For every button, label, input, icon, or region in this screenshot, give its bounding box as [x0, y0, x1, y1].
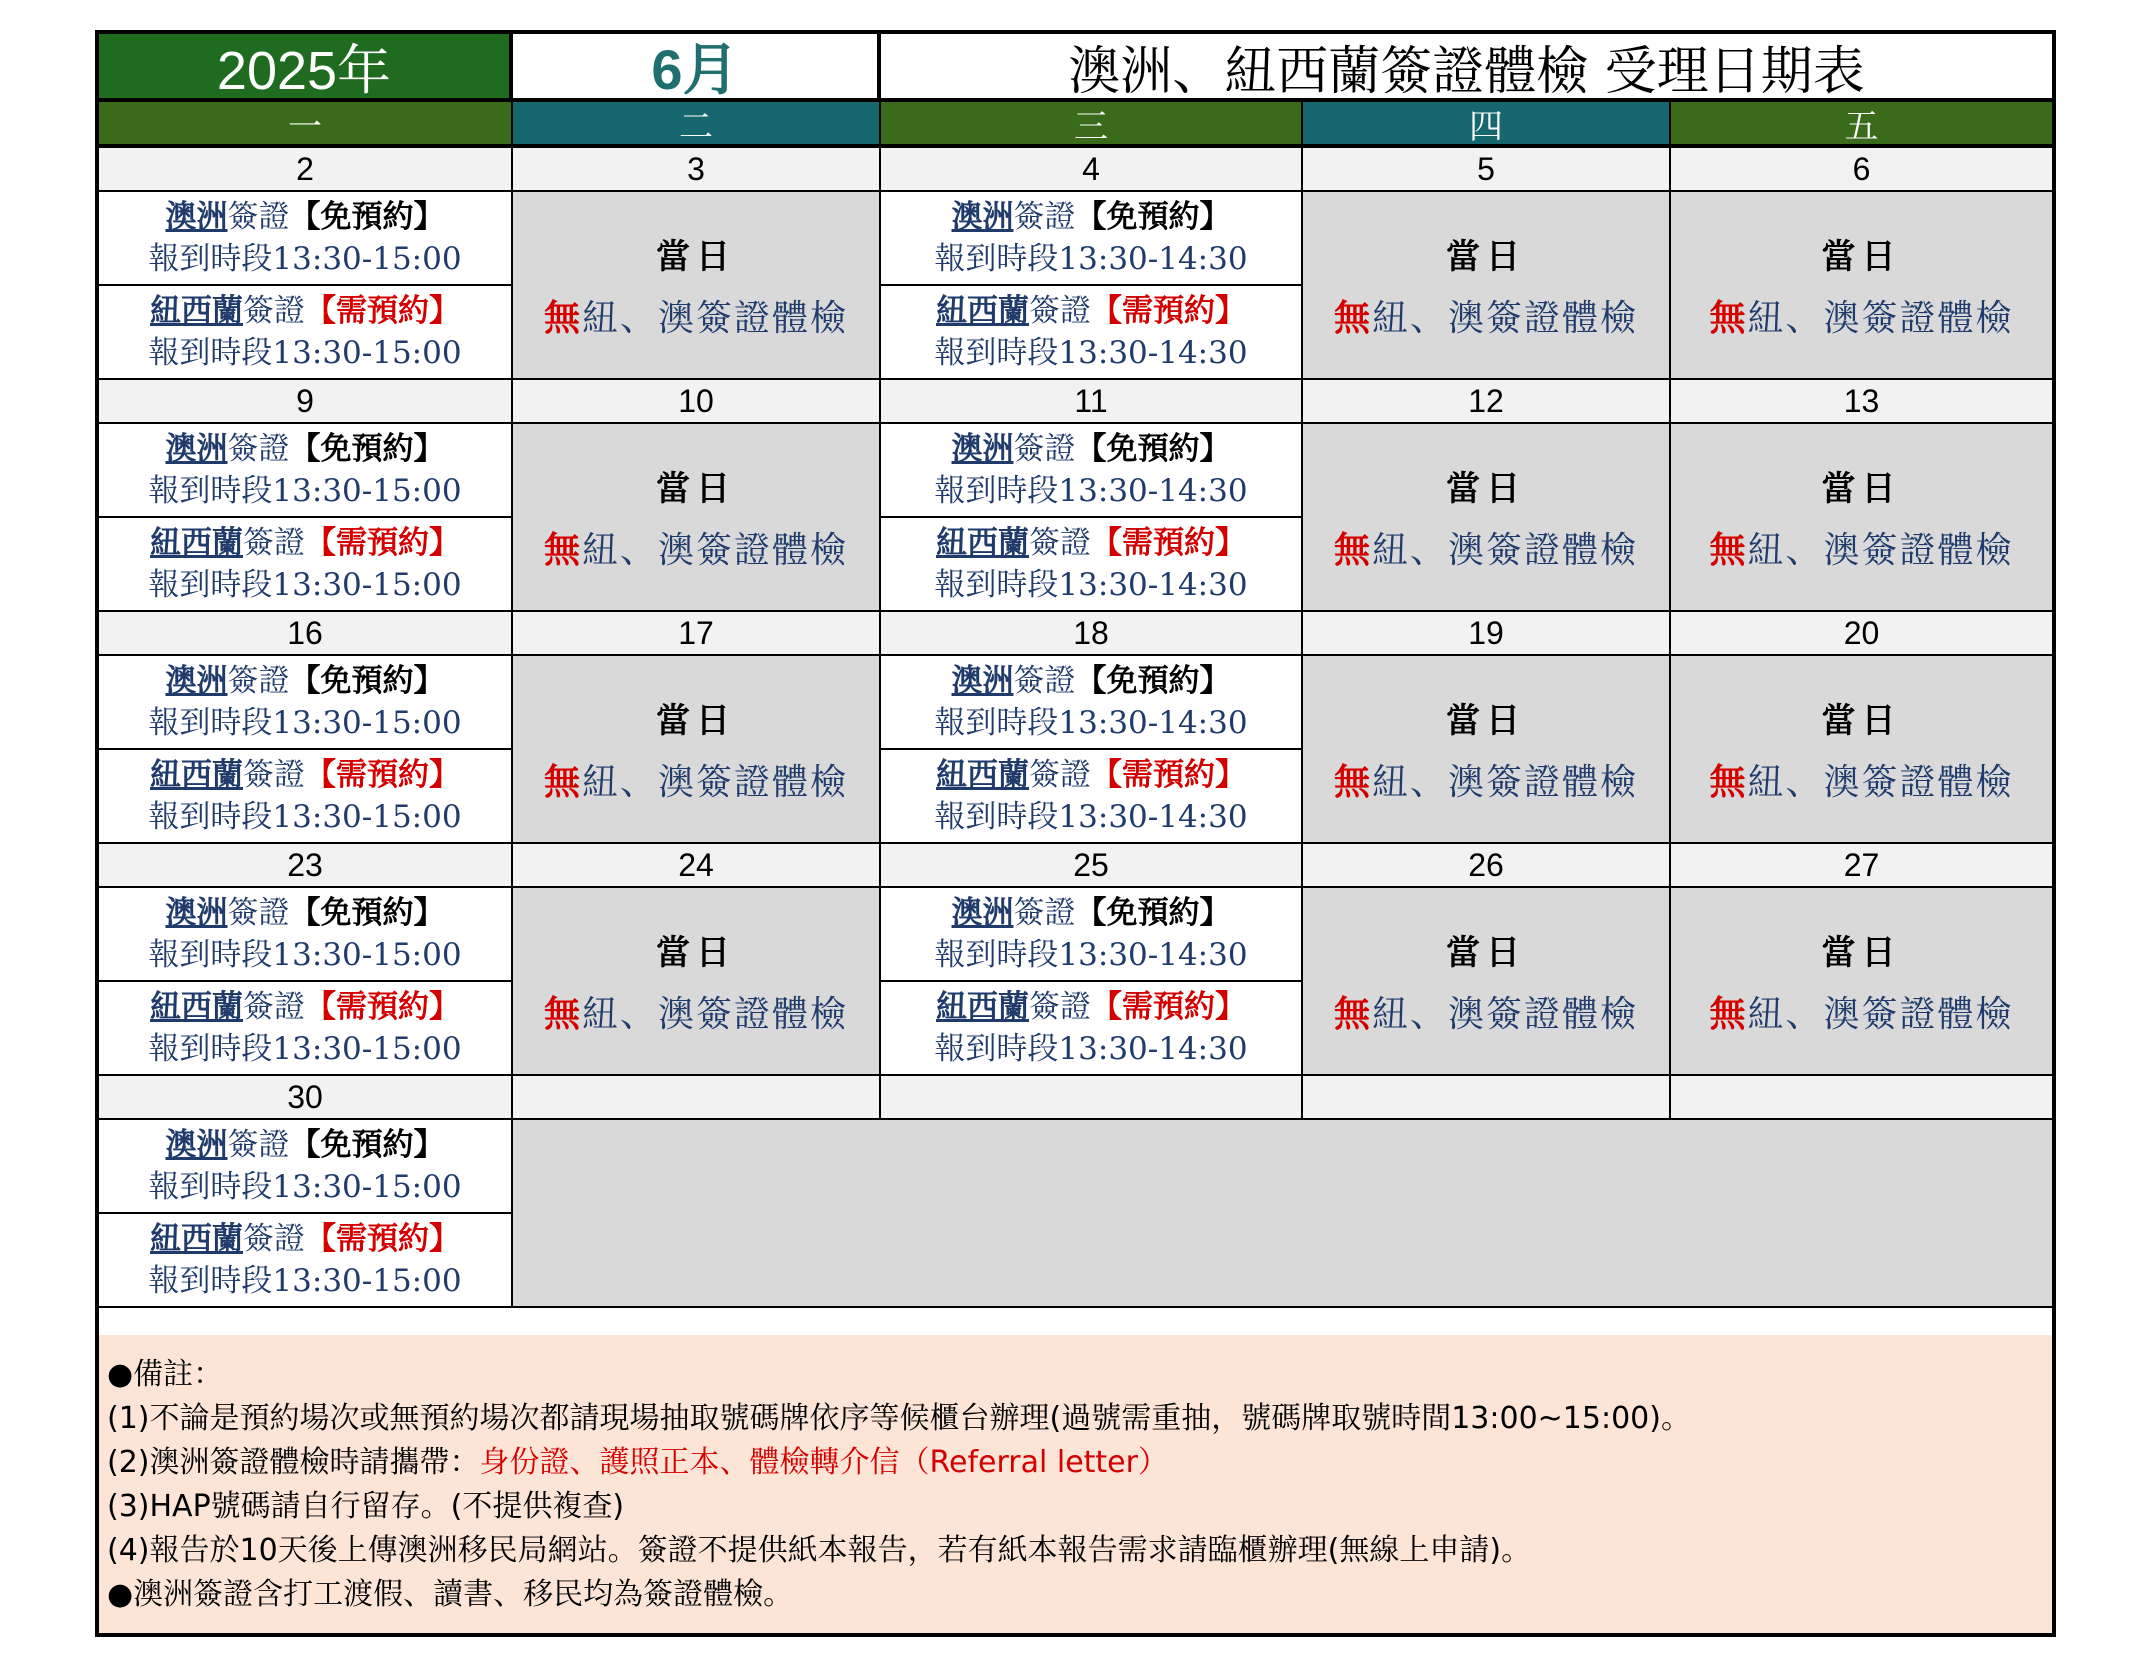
country-new-zealand: 紐西蘭: [936, 293, 1029, 329]
australia-visa-slot: [99, 192, 511, 286]
country-australia: 澳洲: [165, 199, 228, 235]
day-content-cell: [99, 888, 513, 1076]
note-5: ●澳洲簽證含打工渡假、讀書、移民均為簽證體檢。: [107, 1577, 794, 1612]
australia-visa-line: [952, 660, 1231, 702]
exam-types: 紐、澳簽證體檢: [1747, 530, 2014, 571]
day-content-cell: [99, 192, 513, 380]
appointment-required-tag: 【需預約】: [1091, 989, 1246, 1025]
new-zealand-visa-slot: [881, 982, 1301, 1074]
new-zealand-visa-slot: [881, 518, 1301, 610]
exam-types: 紐、澳簽證體檢: [1747, 994, 2014, 1035]
date-cell: 18: [881, 612, 1303, 656]
same-day-label: 當日: [656, 237, 736, 277]
date-cell: 12: [1303, 380, 1671, 424]
country-new-zealand: 紐西蘭: [150, 525, 243, 561]
appointment-required-tag: 【需預約】: [305, 757, 460, 793]
date-cell: 17: [513, 612, 881, 656]
day-content-cell: [1303, 424, 1671, 612]
appointment-required-tag: 【需預約】: [1091, 525, 1246, 561]
new-zealand-visa-line: [150, 290, 460, 332]
day-content-cell: [513, 656, 881, 844]
no-exam-notice: [1303, 656, 1669, 842]
visa-word: 簽證: [227, 1127, 290, 1163]
day-content-cell: [881, 424, 1303, 612]
weekday-header: 一: [99, 102, 513, 148]
same-day-label: 當日: [656, 469, 736, 509]
checkin-time: 13:30-14:30: [1058, 937, 1248, 973]
australia-visa-slot: [881, 424, 1301, 518]
checkin-period: [934, 702, 1247, 744]
exam-types: 紐、澳簽證體檢: [582, 298, 849, 339]
checkin-label: 報到時段: [934, 567, 1059, 603]
checkin-time: 13:30-15:00: [272, 705, 462, 741]
note-3: (3)HAP號碼請自行留存。(不提供複查): [107, 1489, 625, 1524]
new-zealand-visa-slot: [99, 982, 511, 1074]
checkin-time: 13:30-15:00: [272, 799, 462, 835]
exam-types: 紐、澳簽證體檢: [582, 530, 849, 571]
no-word: 無: [543, 761, 582, 803]
checkin-period: [934, 238, 1247, 280]
date-cell: [881, 1076, 1303, 1120]
checkin-period: [934, 332, 1247, 374]
country-australia: 澳洲: [165, 431, 228, 467]
no-exam-notice: [1671, 656, 2052, 842]
no-word: 無: [543, 529, 582, 571]
checkin-time: 13:30-15:00: [272, 241, 462, 277]
date-cell: [513, 1076, 881, 1120]
checkin-period: [148, 934, 461, 976]
day-content-cell: [513, 424, 881, 612]
new-zealand-visa-slot: [881, 286, 1301, 378]
exam-types: 紐、澳簽證體檢: [1372, 298, 1639, 339]
checkin-time: 13:30-15:00: [272, 335, 462, 371]
checkin-time: 13:30-15:00: [272, 1169, 462, 1205]
no-exam-text: [1334, 754, 1638, 805]
no-word: 無: [1709, 993, 1748, 1035]
note-2: [107, 1441, 2040, 1485]
no-exam-notice: [513, 424, 879, 610]
australia-visa-slot: [881, 888, 1301, 982]
exam-types: 紐、澳簽證體檢: [582, 994, 849, 1035]
checkin-label: 報到時段: [934, 705, 1059, 741]
notes-heading: ●備註：: [107, 1357, 224, 1392]
new-zealand-visa-line: [150, 754, 460, 796]
date-cell: 2: [99, 148, 513, 192]
checkin-period: [148, 1166, 461, 1208]
date-cell: 10: [513, 380, 881, 424]
day-content-cell: [1671, 888, 2052, 1076]
checkin-period: [148, 564, 461, 606]
australia-visa-line: [952, 428, 1231, 470]
no-word: 無: [543, 297, 582, 339]
new-zealand-visa-line: [150, 522, 460, 564]
visa-word: 簽證: [1013, 199, 1076, 235]
exam-types: 紐、澳簽證體檢: [1372, 530, 1639, 571]
walk-in-tag: 【免預約】: [289, 895, 445, 931]
date-cell: 5: [1303, 148, 1671, 192]
checkin-time: 13:30-14:30: [1058, 799, 1248, 835]
weekday-header: 二: [513, 102, 881, 148]
visa-word: 簽證: [243, 757, 305, 793]
no-exam-text: [1334, 522, 1638, 573]
no-word: 無: [1709, 529, 1748, 571]
australia-visa-line: [166, 660, 445, 702]
date-cell: 26: [1303, 844, 1671, 888]
appointment-required-tag: 【需預約】: [305, 293, 460, 329]
no-exam-text: [1709, 522, 2013, 573]
country-australia: 澳洲: [951, 199, 1014, 235]
same-day-label: 當日: [1821, 933, 1902, 973]
appointment-required-tag: 【需預約】: [305, 525, 460, 561]
month-label: 6月: [513, 34, 881, 102]
date-cell: [1303, 1076, 1671, 1120]
day-content-cell: [1303, 192, 1671, 380]
date-cell: 13: [1671, 380, 2052, 424]
date-cell: 25: [881, 844, 1303, 888]
exam-types: 紐、澳簽證體檢: [582, 762, 849, 803]
australia-visa-line: [166, 1124, 445, 1166]
day-content-cell: [881, 656, 1303, 844]
weekday-header: 三: [881, 102, 1303, 148]
same-day-label: 當日: [1821, 701, 1902, 741]
no-exam-notice: [1303, 192, 1669, 378]
appointment-required-tag: 【需預約】: [305, 989, 460, 1025]
day-content-cell: [99, 424, 513, 612]
visa-word: 簽證: [227, 895, 290, 931]
same-day-label: 當日: [1821, 469, 1902, 509]
checkin-label: 報到時段: [934, 473, 1059, 509]
date-cell: 24: [513, 844, 881, 888]
checkin-period: [934, 796, 1247, 838]
date-cell: 6: [1671, 148, 2052, 192]
no-exam-notice: [1671, 424, 2052, 610]
visa-word: 簽證: [1013, 431, 1076, 467]
day-content-cell: [1671, 192, 2052, 380]
no-word: 無: [1333, 761, 1372, 803]
country-australia: 澳洲: [951, 895, 1014, 931]
walk-in-tag: 【免預約】: [289, 663, 445, 699]
checkin-label: 報到時段: [148, 937, 273, 973]
day-content-cell: [513, 192, 881, 380]
no-exam-notice: [1303, 888, 1669, 1074]
date-cell: [1671, 1076, 2052, 1120]
date-cell: 23: [99, 844, 513, 888]
checkin-time: 13:30-14:30: [1058, 335, 1248, 371]
no-exam-text: [1709, 986, 2013, 1037]
date-cell: 30: [99, 1076, 513, 1120]
checkin-period: [148, 702, 461, 744]
checkin-label: 報到時段: [148, 473, 273, 509]
date-cell: 20: [1671, 612, 2052, 656]
country-new-zealand: 紐西蘭: [150, 293, 243, 329]
checkin-time: 13:30-15:00: [272, 1263, 462, 1299]
checkin-time: 13:30-15:00: [272, 1031, 462, 1067]
date-cell: 4: [881, 148, 1303, 192]
date-cell: 16: [99, 612, 513, 656]
day-content-cell: [99, 656, 513, 844]
appointment-required-tag: 【需預約】: [305, 1221, 460, 1257]
no-exam-notice: [1671, 192, 2052, 378]
checkin-period: [934, 934, 1247, 976]
checkin-period: [148, 1028, 461, 1070]
note-2-documents: 身份證、護照正本、體檢轉介信（Referral letter）: [479, 1445, 1168, 1480]
visa-word: 簽證: [243, 293, 305, 329]
australia-visa-slot: [99, 656, 511, 750]
day-content-cell: [99, 1120, 513, 1308]
visa-word: 簽證: [243, 525, 305, 561]
checkin-period: [148, 470, 461, 512]
country-new-zealand: 紐西蘭: [150, 989, 243, 1025]
new-zealand-visa-line: [936, 986, 1246, 1028]
appointment-required-tag: 【需預約】: [1091, 293, 1246, 329]
year-label: 2025年: [99, 34, 513, 102]
new-zealand-visa-slot: [881, 750, 1301, 842]
country-australia: 澳洲: [165, 663, 228, 699]
checkin-label: 報到時段: [148, 567, 273, 603]
australia-visa-slot: [881, 192, 1301, 286]
checkin-period: [148, 1260, 461, 1302]
no-exam-text: [544, 522, 848, 573]
checkin-period: [148, 238, 461, 280]
day-content-cell: [513, 888, 881, 1076]
country-australia: 澳洲: [165, 895, 228, 931]
empty-cell: [513, 1120, 2052, 1308]
checkin-label: 報到時段: [148, 1031, 273, 1067]
walk-in-tag: 【免預約】: [289, 199, 445, 235]
day-content-cell: [1671, 656, 2052, 844]
checkin-time: 13:30-14:30: [1058, 705, 1248, 741]
exam-types: 紐、澳簽證體檢: [1747, 298, 2014, 339]
weekday-header: 五: [1671, 102, 2052, 148]
same-day-label: 當日: [1446, 701, 1526, 741]
no-exam-notice: [513, 192, 879, 378]
no-word: 無: [1333, 297, 1372, 339]
visa-word: 簽證: [1029, 293, 1091, 329]
checkin-label: 報到時段: [148, 799, 273, 835]
australia-visa-line: [166, 428, 445, 470]
new-zealand-visa-slot: [99, 1214, 511, 1306]
australia-visa-line: [166, 892, 445, 934]
no-word: 無: [543, 993, 582, 1035]
checkin-label: 報到時段: [934, 241, 1059, 277]
no-exam-text: [544, 290, 848, 341]
same-day-label: 當日: [656, 933, 736, 973]
exam-types: 紐、澳簽證體檢: [1372, 994, 1639, 1035]
day-content-cell: [1303, 888, 1671, 1076]
walk-in-tag: 【免預約】: [1075, 895, 1231, 931]
country-new-zealand: 紐西蘭: [150, 757, 243, 793]
no-exam-text: [544, 986, 848, 1037]
visa-word: 簽證: [1013, 895, 1076, 931]
checkin-label: 報到時段: [148, 335, 273, 371]
walk-in-tag: 【免預約】: [289, 1127, 445, 1163]
same-day-label: 當日: [656, 701, 736, 741]
walk-in-tag: 【免預約】: [1075, 431, 1231, 467]
checkin-period: [148, 796, 461, 838]
new-zealand-visa-slot: [99, 518, 511, 610]
checkin-time: 13:30-14:30: [1058, 241, 1248, 277]
note-4: (4)報告於10天後上傳澳洲移民局網站。簽證不提供紙本報告，若有紙本報告需求請臨櫃辦理(無線上申請)。: [107, 1533, 1532, 1568]
appointment-required-tag: 【需預約】: [1091, 757, 1246, 793]
australia-visa-line: [166, 196, 445, 238]
visa-word: 簽證: [243, 989, 305, 1025]
new-zealand-visa-line: [150, 1218, 460, 1260]
no-exam-text: [1334, 986, 1638, 1037]
visa-word: 簽證: [1013, 663, 1076, 699]
checkin-period: [934, 564, 1247, 606]
new-zealand-visa-line: [936, 522, 1246, 564]
visa-word: 簽證: [243, 1221, 305, 1257]
visa-word: 簽證: [227, 663, 290, 699]
date-cell: 3: [513, 148, 881, 192]
checkin-label: 報到時段: [934, 799, 1059, 835]
checkin-label: 報到時段: [148, 1169, 273, 1205]
australia-visa-slot: [881, 656, 1301, 750]
australia-visa-line: [952, 196, 1231, 238]
no-exam-notice: [513, 656, 879, 842]
australia-visa-slot: [99, 424, 511, 518]
page-title: 澳洲、紐西蘭簽證體檢 受理日期表: [881, 34, 2052, 102]
visa-word: 簽證: [1029, 989, 1091, 1025]
no-exam-text: [544, 754, 848, 805]
no-word: 無: [1333, 993, 1372, 1035]
checkin-period: [934, 1028, 1247, 1070]
date-cell: 19: [1303, 612, 1671, 656]
date-cell: 9: [99, 380, 513, 424]
checkin-time: 13:30-15:00: [272, 473, 462, 509]
visa-word: 簽證: [1029, 525, 1091, 561]
same-day-label: 當日: [1821, 237, 1902, 277]
day-content-cell: [881, 888, 1303, 1076]
no-exam-text: [1709, 754, 2013, 805]
no-exam-notice: [1303, 424, 1669, 610]
checkin-period: [934, 470, 1247, 512]
country-australia: 澳洲: [951, 663, 1014, 699]
checkin-label: 報到時段: [148, 241, 273, 277]
new-zealand-visa-line: [936, 290, 1246, 332]
no-exam-text: [1709, 290, 2013, 341]
visa-word: 簽證: [227, 431, 290, 467]
visa-word: 簽證: [227, 199, 290, 235]
new-zealand-visa-slot: [99, 750, 511, 842]
day-content-cell: [881, 192, 1303, 380]
country-new-zealand: 紐西蘭: [936, 525, 1029, 561]
notes-section: [99, 1335, 2052, 1633]
country-new-zealand: 紐西蘭: [150, 1221, 243, 1257]
weekday-header: 四: [1303, 102, 1671, 148]
schedule-sheet: [95, 30, 2056, 1637]
note-2-prefix: (2)澳洲簽證體檢時請攜帶：: [107, 1445, 480, 1480]
australia-visa-slot: [99, 888, 511, 982]
date-cell: 11: [881, 380, 1303, 424]
new-zealand-visa-line: [150, 986, 460, 1028]
no-exam-notice: [1671, 888, 2052, 1074]
country-new-zealand: 紐西蘭: [936, 989, 1029, 1025]
checkin-time: 13:30-14:30: [1058, 473, 1248, 509]
visa-word: 簽證: [1029, 757, 1091, 793]
no-word: 無: [1709, 297, 1748, 339]
checkin-time: 13:30-15:00: [272, 567, 462, 603]
checkin-period: [148, 332, 461, 374]
checkin-label: 報到時段: [934, 1031, 1059, 1067]
checkin-time: 13:30-14:30: [1058, 567, 1248, 603]
new-zealand-visa-line: [936, 754, 1246, 796]
day-content-cell: [1671, 424, 2052, 612]
day-content-cell: [1303, 656, 1671, 844]
australia-visa-line: [952, 892, 1231, 934]
same-day-label: 當日: [1446, 469, 1526, 509]
checkin-label: 報到時段: [934, 937, 1059, 973]
checkin-time: 13:30-15:00: [272, 937, 462, 973]
country-australia: 澳洲: [951, 431, 1014, 467]
checkin-label: 報到時段: [148, 705, 273, 741]
checkin-time: 13:30-14:30: [1058, 1031, 1248, 1067]
walk-in-tag: 【免預約】: [1075, 663, 1231, 699]
country-australia: 澳洲: [165, 1127, 228, 1163]
checkin-label: 報到時段: [148, 1263, 273, 1299]
exam-types: 紐、澳簽證體檢: [1747, 762, 2014, 803]
same-day-label: 當日: [1446, 933, 1526, 973]
walk-in-tag: 【免預約】: [1075, 199, 1231, 235]
no-word: 無: [1333, 529, 1372, 571]
walk-in-tag: 【免預約】: [289, 431, 445, 467]
same-day-label: 當日: [1446, 237, 1526, 277]
no-exam-text: [1334, 290, 1638, 341]
date-cell: 27: [1671, 844, 2052, 888]
australia-visa-slot: [99, 1120, 511, 1214]
country-new-zealand: 紐西蘭: [936, 757, 1029, 793]
no-exam-notice: [513, 888, 879, 1074]
checkin-label: 報到時段: [934, 335, 1059, 371]
no-word: 無: [1709, 761, 1748, 803]
note-1: (1)不論是預約場次或無預約場次都請現場抽取號碼牌依序等候櫃台辦理(過號需重抽，號碼牌取號時間13:00~15:00)。: [107, 1401, 1691, 1436]
exam-types: 紐、澳簽證體檢: [1372, 762, 1639, 803]
new-zealand-visa-slot: [99, 286, 511, 378]
